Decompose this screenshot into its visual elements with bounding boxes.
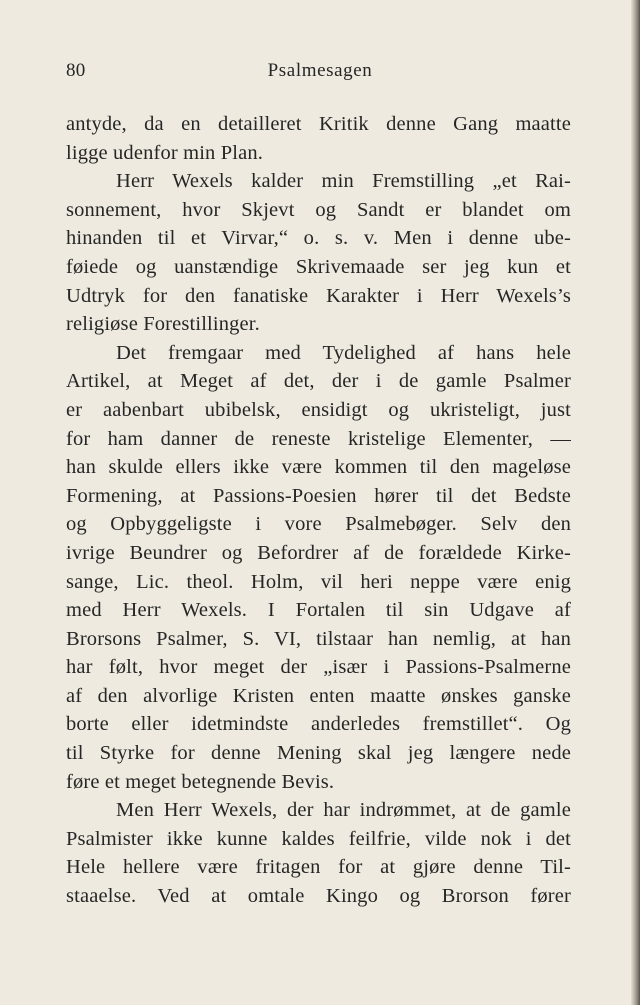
text-line: af den alvorlige Kristen enten maatte ønskes ganske xyxy=(66,684,571,707)
text-line: og Opbyggeligste i vore Psalmebøger. Selv den xyxy=(66,513,571,536)
text-line: ligge udenfor min Plan. xyxy=(66,141,264,164)
text-line: han skulde ellers ikke være kommen til den mageløse xyxy=(66,456,571,479)
page-edge xyxy=(631,0,640,1005)
page-header xyxy=(66,60,574,86)
text-line: føre et meget betegnende Bevis. xyxy=(66,770,335,793)
text-line: Herr Wexels kalder min Fremstilling „et Rai- xyxy=(116,170,571,193)
running-title: Psalmesagen xyxy=(267,60,373,81)
text-line: sonnement, hvor Skjevt og Sandt er blandet om xyxy=(66,198,571,221)
text-line: Udtryk for den fanatiske Karakter i Herr Wexels’s xyxy=(66,284,571,307)
text-line: Men Herr Wexels, der har indrømmet, at de gamle xyxy=(116,799,571,822)
text-line: føiede og uanstændige Skrivemaade ser jeg kun et xyxy=(66,255,571,278)
text-line: Psalmister ikke kunne kaldes feilfrie, vilde nok i det xyxy=(66,827,571,850)
text-line: hinanden til et Virvar,“ o. s. v. Men i denne ube- xyxy=(66,227,571,250)
text-line: for ham danner de reneste kristelige Elementer, — xyxy=(66,427,571,450)
text-line: staaelse. Ved at omtale Kingo og Brorson fører xyxy=(66,885,571,908)
text-line: ivrige Beundrer og Befordrer af de forældede Kirke- xyxy=(66,541,571,564)
text-line: sange, Lic. theol. Holm, vil heri neppe være enig xyxy=(66,570,571,593)
body-text xyxy=(66,110,571,911)
text-line: Hele hellere være fritagen for at gjøre denne Til- xyxy=(66,856,571,879)
text-line: med Herr Wexels. I Fortalen til sin Udgave af xyxy=(66,599,571,622)
text-line: antyde, da en detailleret Kritik denne Gang maatte xyxy=(66,113,571,135)
text-line: borte eller idetmindste anderledes fremstillet“. Og xyxy=(66,713,571,736)
text-line: er aabenbart ubibelsk, ensidigt og ukristeligt, just xyxy=(66,398,571,421)
text-line: til Styrke for denne Mening skal jeg længere nede xyxy=(66,742,571,765)
text-line: Formening, at Passions-Poesien hører til det Bedste xyxy=(66,484,571,507)
text-line: religiøse Forestillinger. xyxy=(66,313,260,336)
page-number: 80 xyxy=(66,60,86,81)
text-line: Det fremgaar med Tydelighed af hans hele xyxy=(116,341,571,364)
text-line: Artikel, at Meget af det, der i de gamle Psalmer xyxy=(66,370,571,393)
text-line: Brorsons Psalmer, S. VI, tilstaar han nemlig, at han xyxy=(66,627,571,650)
text-line: har følt, hvor meget der „især i Passions-Psalmerne xyxy=(66,656,571,679)
